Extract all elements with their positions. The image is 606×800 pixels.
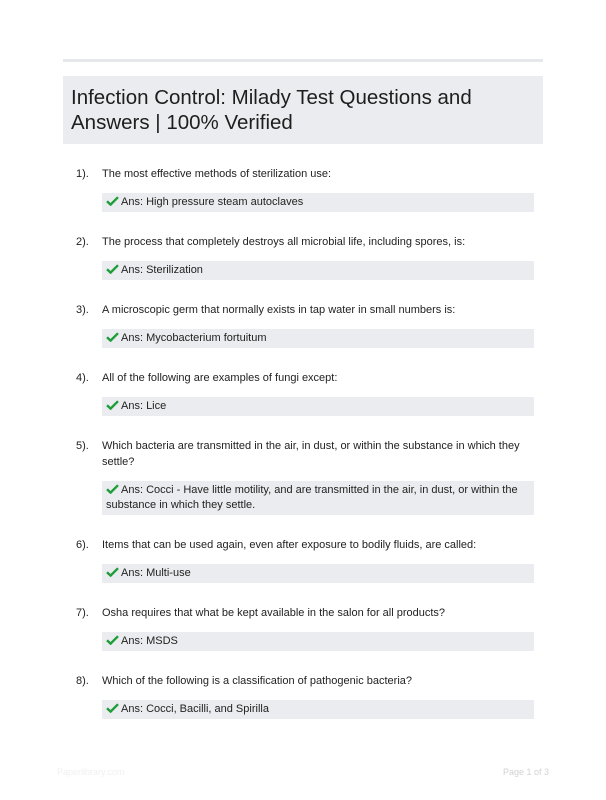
question-item — [0, 605, 606, 651]
question-item — [0, 166, 606, 212]
title-banner — [63, 76, 543, 144]
question-number: 4). — [76, 372, 89, 384]
answer-box — [102, 329, 534, 348]
question-item — [0, 234, 606, 280]
question-item — [0, 673, 606, 719]
answer-text: Ans: High pressure steam autoclaves — [121, 196, 304, 208]
question-text: Which of the following is a classification of pathogenic bacteria? — [102, 675, 413, 687]
top-divider — [63, 59, 543, 62]
footer-source: Paperlibrary.com — [57, 767, 125, 777]
check-icon — [106, 484, 119, 494]
question-text: A microscopic germ that normally exists in tap water in small numbers is: — [102, 304, 456, 316]
answer-text: Ans: Cocci - Have little motility, and are transmitted in the air, in dust, or within the substance in which they settle. — [106, 484, 518, 511]
check-icon — [106, 400, 119, 410]
check-icon — [106, 264, 119, 274]
answer-box — [102, 564, 534, 583]
question-number: 8). — [76, 675, 89, 687]
question-text: Osha requires that what be kept available in the salon for all products? — [102, 607, 446, 619]
answer-text: Ans: Sterilization — [121, 264, 203, 276]
question-number: 5). — [76, 440, 89, 452]
check-icon — [106, 567, 119, 577]
page-title: Infection Control: Milady Test Questions and Answers | 100% Verified — [71, 86, 472, 134]
page-number: Page 1 of 3 — [502, 767, 549, 777]
question-text: The process that completely destroys all microbial life, including spores, is: — [102, 236, 466, 248]
check-icon — [106, 703, 119, 713]
answer-text: Ans: Cocci, Bacilli, and Spirilla — [121, 703, 269, 715]
answer-text: Ans: MSDS — [121, 635, 178, 647]
answer-box — [102, 481, 534, 515]
question-number: 7). — [76, 607, 89, 619]
question-number: 6). — [76, 539, 89, 551]
question-item — [0, 302, 606, 348]
question-item — [0, 370, 606, 416]
answer-text: Ans: Lice — [121, 400, 167, 412]
question-list — [0, 166, 606, 741]
question-number: 3). — [76, 304, 89, 316]
question-text: Which bacteria are transmitted in the air, in dust, or within the substance in which they settle? — [102, 440, 520, 468]
answer-box — [102, 397, 534, 416]
question-text: Items that can be used again, even after exposure to bodily fluids, are called: — [102, 539, 477, 551]
question-text: All of the following are examples of fungi except: — [102, 372, 338, 384]
question-item — [0, 537, 606, 583]
answer-box — [102, 193, 534, 212]
answer-box — [102, 700, 534, 719]
question-number: 2). — [76, 236, 89, 248]
answer-box — [102, 632, 534, 651]
answer-text: Ans: Multi-use — [121, 567, 191, 579]
answer-box — [102, 261, 534, 280]
check-icon — [106, 332, 119, 342]
check-icon — [106, 635, 119, 645]
question-text: The most effective methods of sterilization use: — [102, 168, 332, 180]
question-number: 1). — [76, 168, 89, 180]
check-icon — [106, 196, 119, 206]
answer-text: Ans: Mycobacterium fortuitum — [121, 332, 267, 344]
question-item — [0, 438, 606, 515]
